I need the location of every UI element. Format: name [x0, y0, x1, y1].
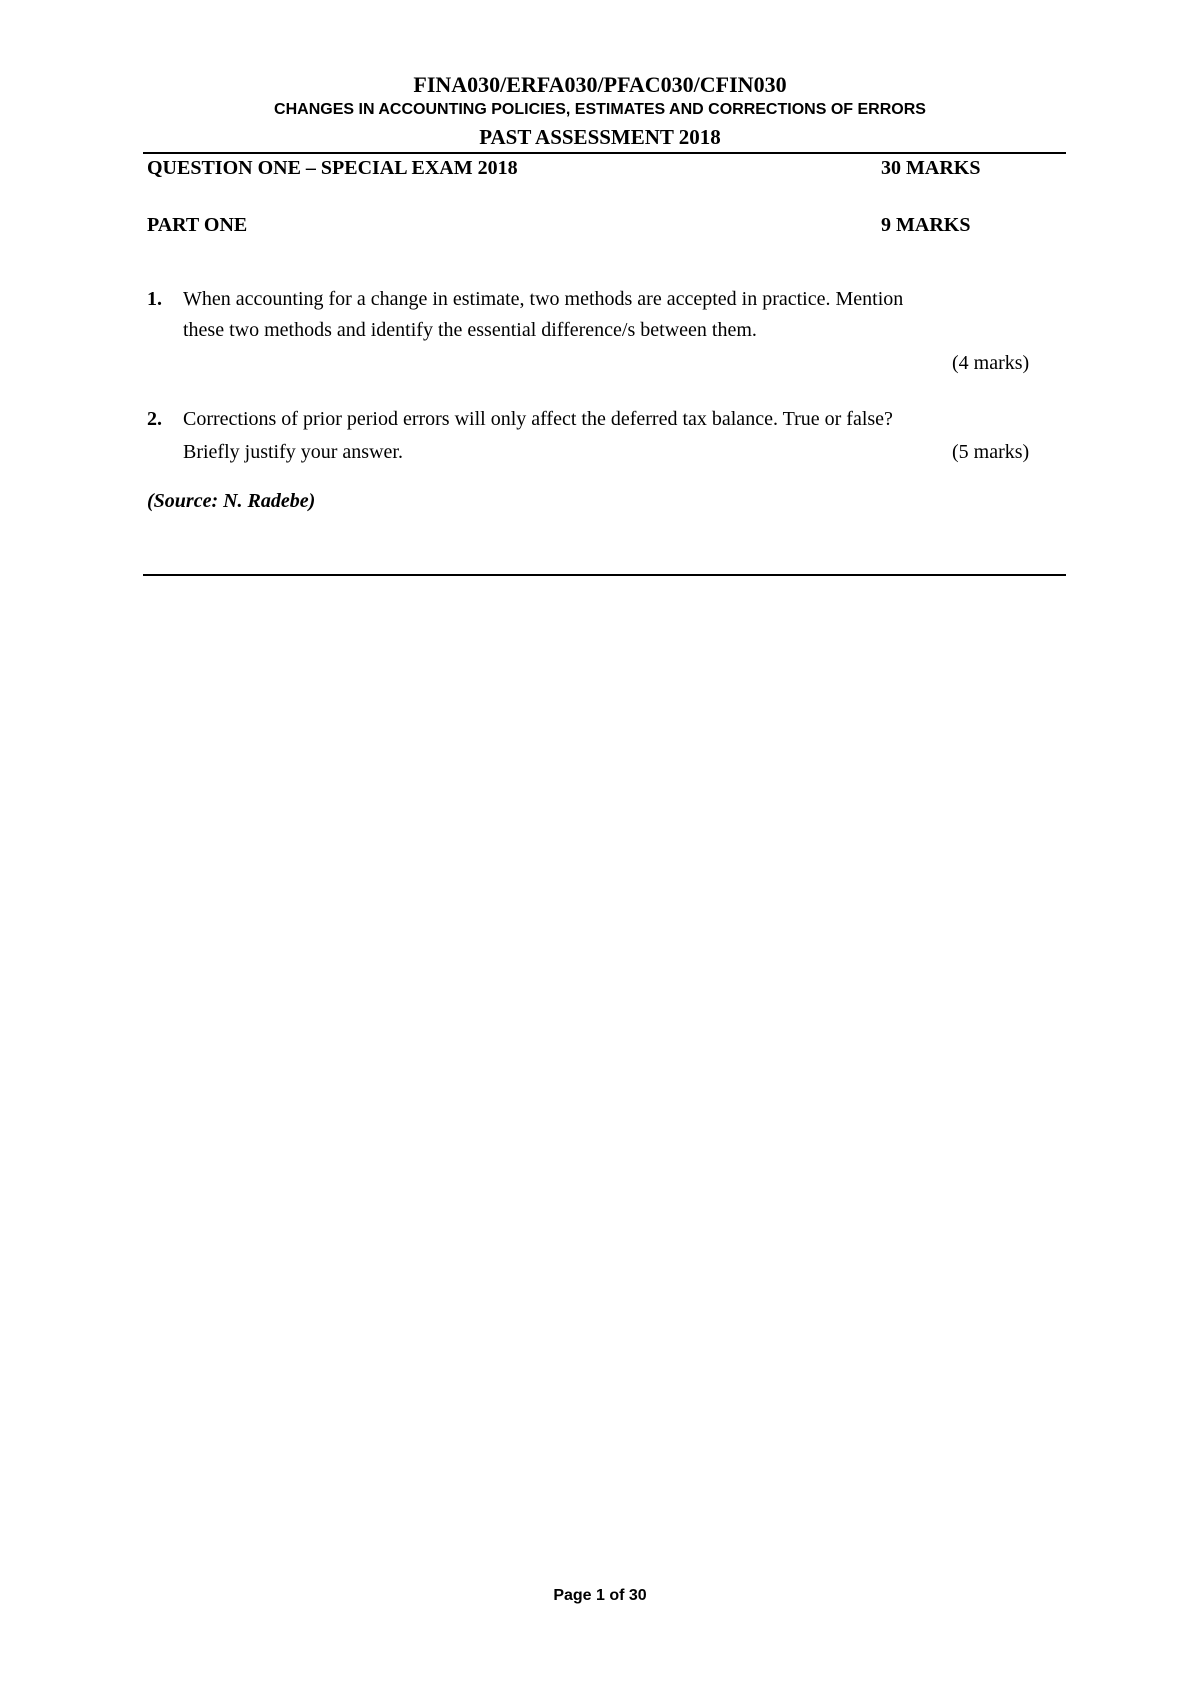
question-title: QUESTION ONE – SPECIAL EXAM 2018 [147, 157, 518, 179]
item-text-line: Briefly justify your answer. [183, 441, 403, 463]
item-text-line: Corrections of prior period errors will only affect the deferred tax balance. True or false? [183, 408, 893, 430]
item-marks: (5 marks) [952, 441, 1030, 463]
page-number: Page 1 of 30 [553, 1587, 647, 1604]
question-heading-row [147, 157, 987, 180]
item-number: 2. [147, 408, 162, 430]
bottom-divider [143, 574, 1066, 576]
item-marks: (4 marks) [952, 352, 1030, 374]
assessment-heading: PAST ASSESSMENT 2018 [479, 125, 721, 149]
item-number: 1. [147, 288, 162, 310]
part-marks: 9 MARKS [881, 214, 971, 236]
question-marks: 30 MARKS [881, 157, 981, 179]
course-codes-heading: FINA030/ERFA030/PFAC030/CFIN030 [413, 72, 787, 97]
part-heading-row [147, 214, 987, 237]
source-citation: (Source: N. Radebe) [147, 490, 316, 512]
top-divider [143, 152, 1066, 154]
item-text-line: these two methods and identify the essential difference/s between them. [183, 319, 757, 341]
item-text-line: When accounting for a change in estimate, two methods are accepted in practice. Mention [183, 288, 904, 310]
part-title: PART ONE [147, 214, 248, 236]
topic-heading: CHANGES IN ACCOUNTING POLICIES, ESTIMATES AND CORRECTIONS OF ERRORS [274, 101, 926, 118]
